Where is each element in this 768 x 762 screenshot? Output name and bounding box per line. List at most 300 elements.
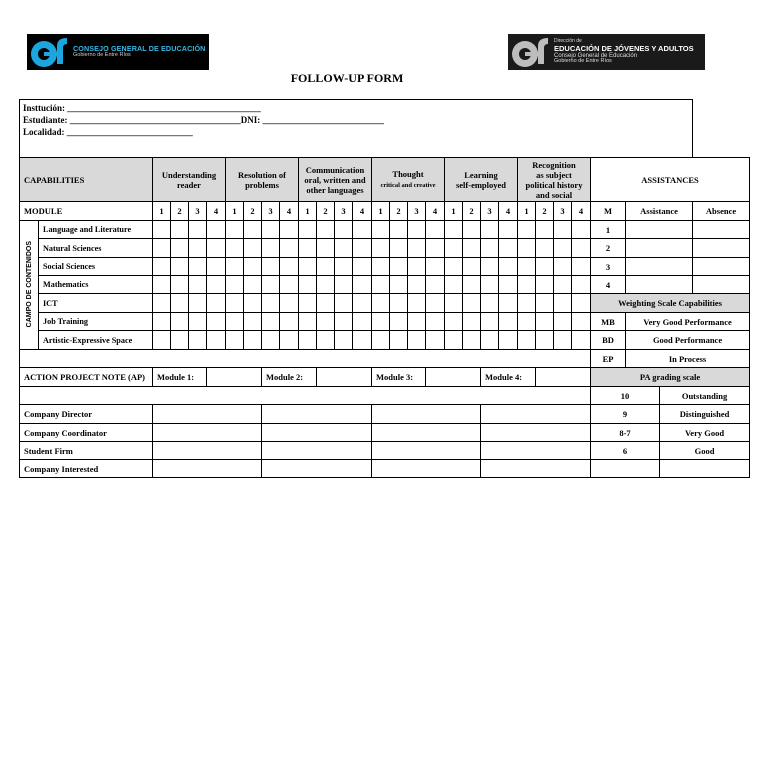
grade-cell[interactable] bbox=[353, 258, 372, 276]
assistances-header: ASSISTANCES bbox=[591, 158, 750, 202]
grade-cell[interactable] bbox=[153, 276, 171, 294]
grade-cell[interactable] bbox=[463, 258, 481, 276]
locality-field[interactable]: Localidad: ____________________________ bbox=[23, 127, 193, 137]
grade-cell[interactable] bbox=[153, 221, 171, 239]
campo-contenidos-label: CAMPO DE CONTENIDOS bbox=[20, 221, 39, 350]
grade-cell[interactable] bbox=[481, 276, 499, 294]
company-field[interactable] bbox=[153, 442, 262, 460]
institution-field[interactable]: Insttución: ___________________________________________ bbox=[23, 103, 261, 113]
company-field[interactable] bbox=[153, 460, 262, 478]
subject-row bbox=[20, 313, 750, 331]
grade-cell[interactable] bbox=[536, 276, 554, 294]
grade-cell[interactable] bbox=[280, 294, 299, 313]
company-field[interactable] bbox=[262, 424, 372, 442]
module-number: 2 bbox=[317, 202, 335, 221]
grade-cell[interactable] bbox=[335, 276, 353, 294]
grade-cell[interactable] bbox=[499, 331, 518, 350]
student-field[interactable]: Estudiante: ______________________________________ bbox=[23, 115, 241, 125]
company-field[interactable] bbox=[481, 442, 591, 460]
module-number: 2 bbox=[463, 202, 481, 221]
grade-cell[interactable] bbox=[171, 239, 189, 258]
module-number: 2 bbox=[390, 202, 408, 221]
module-number: 1 bbox=[153, 202, 171, 221]
grade-cell[interactable] bbox=[153, 331, 171, 350]
grade-cell[interactable] bbox=[207, 258, 226, 276]
grade-cell[interactable] bbox=[262, 239, 280, 258]
grade-cell[interactable] bbox=[207, 331, 226, 350]
student-firm-label: Student Firm bbox=[20, 442, 153, 460]
logo-educacion-jovenes-adultos bbox=[508, 34, 705, 70]
grade-cell[interactable] bbox=[372, 294, 390, 313]
grade-cell[interactable] bbox=[171, 221, 189, 239]
capability-resolution: Resolution of problems bbox=[226, 158, 299, 202]
page-title: FOLLOW-UP FORM bbox=[290, 71, 404, 85]
module-number: 2 bbox=[536, 202, 554, 221]
grade-cell[interactable] bbox=[299, 258, 317, 276]
grade-cell[interactable] bbox=[299, 276, 317, 294]
grade-cell[interactable] bbox=[518, 331, 536, 350]
grade-cell[interactable] bbox=[189, 258, 207, 276]
grade-cell[interactable] bbox=[372, 331, 390, 350]
grade-cell[interactable] bbox=[353, 294, 372, 313]
grade-cell[interactable] bbox=[408, 294, 426, 313]
weighting-code: BD bbox=[591, 331, 626, 350]
assistance-cell[interactable] bbox=[626, 221, 693, 239]
subject-natural-sciences: Natural Sciences bbox=[39, 239, 153, 258]
company-director-label: Company Director bbox=[20, 405, 153, 424]
grade-cell[interactable] bbox=[189, 276, 207, 294]
grade-cell[interactable] bbox=[317, 276, 335, 294]
action-project-row bbox=[20, 368, 750, 387]
module-2-label: Module 2: bbox=[262, 368, 317, 387]
logo-mark-icon bbox=[27, 34, 71, 70]
grade-cell[interactable] bbox=[408, 313, 426, 331]
weighting-scale-title: Weighting Scale Capabilities bbox=[591, 294, 750, 313]
grade-cell[interactable] bbox=[481, 221, 499, 239]
grade-cell[interactable] bbox=[226, 221, 244, 239]
grade-cell[interactable] bbox=[390, 221, 408, 239]
grade-cell[interactable] bbox=[463, 276, 481, 294]
grade-cell[interactable] bbox=[390, 313, 408, 331]
pa-row bbox=[20, 387, 750, 405]
subject-row bbox=[20, 258, 750, 276]
grade-cell[interactable] bbox=[372, 258, 390, 276]
grade-cell[interactable] bbox=[390, 258, 408, 276]
grade-cell[interactable] bbox=[390, 331, 408, 350]
grade-cell[interactable] bbox=[226, 258, 244, 276]
grade-cell[interactable] bbox=[554, 221, 572, 239]
grade-cell[interactable] bbox=[207, 313, 226, 331]
grade-cell[interactable] bbox=[499, 294, 518, 313]
grade-cell[interactable] bbox=[189, 331, 207, 350]
module-4-label: Module 4: bbox=[481, 368, 536, 387]
grade-cell[interactable] bbox=[554, 294, 572, 313]
grade-cell[interactable] bbox=[244, 276, 262, 294]
module-number: 1 bbox=[518, 202, 536, 221]
subject-row bbox=[20, 331, 750, 350]
grade-cell[interactable] bbox=[226, 276, 244, 294]
grade-cell[interactable] bbox=[189, 294, 207, 313]
grade-cell[interactable] bbox=[408, 276, 426, 294]
action-project-label: ACTION PROJECT NOTE (AP) bbox=[20, 368, 153, 387]
grade-cell[interactable] bbox=[189, 239, 207, 258]
grade-cell[interactable] bbox=[445, 221, 463, 239]
assistance-cell[interactable] bbox=[626, 239, 693, 258]
grade-cell[interactable] bbox=[153, 313, 171, 331]
grade-cell[interactable] bbox=[171, 331, 189, 350]
subject-artistic-expressive: Artistic-Expressive Space bbox=[39, 331, 153, 350]
grade-cell[interactable] bbox=[499, 313, 518, 331]
module-number: 3 bbox=[262, 202, 280, 221]
grade-cell[interactable] bbox=[353, 221, 372, 239]
logo-mark-icon bbox=[508, 34, 552, 70]
grade-cell[interactable] bbox=[463, 221, 481, 239]
grade-cell[interactable] bbox=[426, 239, 445, 258]
grade-cell[interactable] bbox=[481, 239, 499, 258]
grade-cell[interactable] bbox=[207, 221, 226, 239]
weighting-label: Good Performance bbox=[626, 331, 750, 350]
assist-m-header: M bbox=[591, 202, 626, 221]
follow-up-form-table bbox=[19, 99, 750, 478]
grade-cell[interactable] bbox=[445, 294, 463, 313]
grade-cell[interactable] bbox=[335, 258, 353, 276]
grade-cell[interactable] bbox=[153, 258, 171, 276]
absence-cell[interactable] bbox=[693, 221, 750, 239]
weighting-label: In Process bbox=[626, 350, 750, 368]
grade-cell[interactable] bbox=[317, 294, 335, 313]
grade-cell[interactable] bbox=[244, 239, 262, 258]
module-number: 3 bbox=[408, 202, 426, 221]
company-field[interactable] bbox=[372, 424, 481, 442]
grade-cell[interactable] bbox=[280, 276, 299, 294]
absence-cell[interactable] bbox=[693, 276, 750, 294]
grade-cell[interactable] bbox=[426, 294, 445, 313]
grade-cell[interactable] bbox=[244, 331, 262, 350]
module-number: 1 bbox=[445, 202, 463, 221]
module-number: 4 bbox=[280, 202, 299, 221]
grade-cell[interactable] bbox=[445, 276, 463, 294]
subject-ict: ICT bbox=[39, 294, 153, 313]
pa-label: Outstanding bbox=[660, 387, 750, 405]
grade-cell[interactable] bbox=[372, 221, 390, 239]
module-1-field[interactable] bbox=[207, 368, 262, 387]
pa-grade: 6 bbox=[591, 442, 660, 460]
logo-right-line2: EDUCACIÓN DE JÓVENES Y ADULTOS bbox=[554, 43, 694, 53]
capability-thought: Thought critical and creative bbox=[372, 158, 445, 202]
grade-cell[interactable] bbox=[463, 313, 481, 331]
module-label: MODULE bbox=[20, 202, 153, 221]
grade-cell[interactable] bbox=[262, 313, 280, 331]
grade-cell[interactable] bbox=[536, 313, 554, 331]
subject-mathematics: Mathematics bbox=[39, 276, 153, 294]
module-3-field[interactable] bbox=[426, 368, 481, 387]
grade-cell[interactable] bbox=[554, 331, 572, 350]
grade-cell[interactable] bbox=[372, 239, 390, 258]
subject-row bbox=[20, 276, 750, 294]
capability-understanding: Understanding reader bbox=[153, 158, 226, 202]
grade-cell[interactable] bbox=[572, 331, 591, 350]
grade-cell[interactable] bbox=[426, 276, 445, 294]
grade-cell[interactable] bbox=[280, 221, 299, 239]
grade-cell[interactable] bbox=[171, 294, 189, 313]
subject-job-training: Job Training bbox=[39, 313, 153, 331]
module-number: 4 bbox=[426, 202, 445, 221]
module-number: 3 bbox=[481, 202, 499, 221]
grade-cell[interactable] bbox=[518, 258, 536, 276]
grade-cell[interactable] bbox=[518, 239, 536, 258]
grade-cell[interactable] bbox=[554, 276, 572, 294]
grade-cell[interactable] bbox=[299, 331, 317, 350]
pa-label: Distinguished bbox=[660, 405, 750, 424]
company-row bbox=[20, 442, 750, 460]
grade-cell[interactable] bbox=[445, 258, 463, 276]
weighting-code: MB bbox=[591, 313, 626, 331]
grade-cell[interactable] bbox=[317, 239, 335, 258]
grade-cell[interactable] bbox=[189, 313, 207, 331]
grade-cell[interactable] bbox=[244, 221, 262, 239]
grade-cell[interactable] bbox=[536, 258, 554, 276]
pa-label: Very Good bbox=[660, 424, 750, 442]
grade-cell[interactable] bbox=[207, 294, 226, 313]
company-field[interactable] bbox=[372, 460, 481, 478]
grade-cell[interactable] bbox=[171, 258, 189, 276]
grade-cell[interactable] bbox=[335, 239, 353, 258]
grade-cell[interactable] bbox=[226, 313, 244, 331]
company-field[interactable] bbox=[262, 442, 372, 460]
grade-cell[interactable] bbox=[244, 313, 262, 331]
pa-blank bbox=[591, 460, 660, 478]
grade-cell[interactable] bbox=[499, 276, 518, 294]
company-coordinator-label: Company Coordinator bbox=[20, 424, 153, 442]
grade-cell[interactable] bbox=[554, 239, 572, 258]
grade-cell[interactable] bbox=[426, 258, 445, 276]
company-field[interactable] bbox=[262, 460, 372, 478]
company-field[interactable] bbox=[153, 405, 262, 424]
grade-cell[interactable] bbox=[280, 331, 299, 350]
module-number: 4 bbox=[207, 202, 226, 221]
capability-recognition: Recognition as subject political history and social bbox=[518, 158, 591, 202]
grade-cell[interactable] bbox=[153, 294, 171, 313]
grade-cell[interactable] bbox=[262, 331, 280, 350]
company-field[interactable] bbox=[481, 424, 591, 442]
grade-cell[interactable] bbox=[408, 331, 426, 350]
assistance-cell[interactable] bbox=[626, 276, 693, 294]
module-number: 3 bbox=[335, 202, 353, 221]
grade-cell[interactable] bbox=[280, 258, 299, 276]
company-field[interactable] bbox=[262, 405, 372, 424]
grade-cell[interactable] bbox=[353, 331, 372, 350]
module-number: 3 bbox=[554, 202, 572, 221]
weighting-label: Very Good Performance bbox=[626, 313, 750, 331]
module-4-field[interactable] bbox=[536, 368, 591, 387]
company-field[interactable] bbox=[372, 442, 481, 460]
capability-learning: Learning self-employed bbox=[445, 158, 518, 202]
grade-cell[interactable] bbox=[372, 313, 390, 331]
student-info-block bbox=[20, 100, 693, 158]
module-3-label: Module 3: bbox=[372, 368, 426, 387]
assistance-cell[interactable] bbox=[626, 258, 693, 276]
grade-cell[interactable] bbox=[463, 294, 481, 313]
grade-cell[interactable] bbox=[445, 239, 463, 258]
assist-assistance-header: Assistance bbox=[626, 202, 693, 221]
company-field[interactable] bbox=[372, 405, 481, 424]
pa-grade: 8-7 bbox=[591, 424, 660, 442]
grade-cell[interactable] bbox=[299, 294, 317, 313]
subject-social-sciences: Social Sciences bbox=[39, 258, 153, 276]
grade-cell[interactable] bbox=[408, 221, 426, 239]
grade-cell[interactable] bbox=[463, 331, 481, 350]
grade-cell[interactable] bbox=[299, 313, 317, 331]
grade-cell[interactable] bbox=[280, 313, 299, 331]
grade-cell[interactable] bbox=[353, 239, 372, 258]
grade-cell[interactable] bbox=[353, 276, 372, 294]
grade-cell[interactable] bbox=[317, 221, 335, 239]
module-2-field[interactable] bbox=[317, 368, 372, 387]
grade-cell[interactable] bbox=[226, 239, 244, 258]
module-number: 1 bbox=[372, 202, 390, 221]
grade-cell[interactable] bbox=[554, 258, 572, 276]
grade-cell[interactable] bbox=[445, 313, 463, 331]
grade-cell[interactable] bbox=[426, 313, 445, 331]
grade-cell[interactable] bbox=[572, 258, 591, 276]
company-field[interactable] bbox=[481, 460, 591, 478]
logo-left-line1: CONSEJO GENERAL DE EDUCACIÓN bbox=[73, 44, 206, 54]
grade-cell[interactable] bbox=[171, 276, 189, 294]
grade-cell[interactable] bbox=[572, 239, 591, 258]
logo-left-line2: Gobierno de Entre Ríos bbox=[73, 51, 131, 58]
logo-right-line3: Consejo General de Educación bbox=[554, 52, 638, 59]
pa-grading-title: PA grading scale bbox=[591, 368, 750, 387]
grade-cell[interactable] bbox=[171, 313, 189, 331]
grade-cell[interactable] bbox=[518, 276, 536, 294]
assist-module-number: 3 bbox=[591, 258, 626, 276]
grade-cell[interactable] bbox=[262, 294, 280, 313]
module-number: 4 bbox=[572, 202, 591, 221]
assist-module-number: 2 bbox=[591, 239, 626, 258]
grade-cell[interactable] bbox=[226, 331, 244, 350]
subject-language: Language and Literature bbox=[39, 221, 153, 239]
grade-cell[interactable] bbox=[335, 221, 353, 239]
grade-cell[interactable] bbox=[244, 258, 262, 276]
module-number: 2 bbox=[244, 202, 262, 221]
company-row bbox=[20, 424, 750, 442]
capabilities-header: CAPABILITIES bbox=[20, 158, 153, 202]
grade-cell[interactable] bbox=[153, 239, 171, 258]
grade-cell[interactable] bbox=[518, 313, 536, 331]
grade-cell[interactable] bbox=[335, 331, 353, 350]
absence-cell[interactable] bbox=[693, 258, 750, 276]
grade-cell[interactable] bbox=[536, 331, 554, 350]
grade-cell[interactable] bbox=[390, 276, 408, 294]
subject-row bbox=[20, 294, 750, 313]
grade-cell[interactable] bbox=[408, 239, 426, 258]
logo-right-line4: Gobierno de Entre Ríos bbox=[554, 57, 612, 64]
grade-cell[interactable] bbox=[317, 331, 335, 350]
grade-cell[interactable] bbox=[262, 276, 280, 294]
logo-right-line1: Dirección de bbox=[554, 38, 582, 45]
module-number: 3 bbox=[189, 202, 207, 221]
grade-cell[interactable] bbox=[189, 221, 207, 239]
grade-cell[interactable] bbox=[536, 294, 554, 313]
grade-cell[interactable] bbox=[244, 294, 262, 313]
grade-cell[interactable] bbox=[518, 221, 536, 239]
grade-cell[interactable] bbox=[572, 294, 591, 313]
module-row bbox=[20, 202, 750, 221]
module-number: 1 bbox=[299, 202, 317, 221]
grade-cell[interactable] bbox=[536, 221, 554, 239]
grade-cell[interactable] bbox=[499, 221, 518, 239]
grade-cell[interactable] bbox=[499, 239, 518, 258]
company-field[interactable] bbox=[153, 424, 262, 442]
pa-label: Good bbox=[660, 442, 750, 460]
grade-cell[interactable] bbox=[390, 294, 408, 313]
dni-field[interactable]: DNI: ___________________________ bbox=[240, 115, 385, 125]
grade-cell[interactable] bbox=[426, 221, 445, 239]
grade-cell[interactable] bbox=[317, 313, 335, 331]
grade-cell[interactable] bbox=[463, 239, 481, 258]
module-number: 1 bbox=[226, 202, 244, 221]
grade-cell[interactable] bbox=[408, 258, 426, 276]
weighting-code: EP bbox=[591, 350, 626, 368]
assist-module-number: 1 bbox=[591, 221, 626, 239]
blank-cell bbox=[20, 350, 591, 368]
grade-cell[interactable] bbox=[572, 221, 591, 239]
grade-cell[interactable] bbox=[372, 276, 390, 294]
grade-cell[interactable] bbox=[262, 258, 280, 276]
company-row bbox=[20, 405, 750, 424]
grade-cell[interactable] bbox=[299, 221, 317, 239]
grade-cell[interactable] bbox=[572, 276, 591, 294]
grade-cell[interactable] bbox=[207, 276, 226, 294]
grade-cell[interactable] bbox=[445, 331, 463, 350]
grade-cell[interactable] bbox=[226, 294, 244, 313]
pa-blank bbox=[660, 460, 750, 478]
grade-cell[interactable] bbox=[299, 239, 317, 258]
module-number: 4 bbox=[353, 202, 372, 221]
grade-cell[interactable] bbox=[335, 313, 353, 331]
assist-absence-header: Absence bbox=[693, 202, 750, 221]
module-1-label: Module 1: bbox=[153, 368, 207, 387]
grade-cell[interactable] bbox=[518, 294, 536, 313]
grade-cell[interactable] bbox=[426, 331, 445, 350]
company-row bbox=[20, 460, 750, 478]
grade-cell[interactable] bbox=[280, 239, 299, 258]
spacer-row bbox=[20, 350, 750, 368]
grade-cell[interactable] bbox=[335, 294, 353, 313]
grade-cell[interactable] bbox=[499, 258, 518, 276]
capability-communication: Communication oral, written and other languages bbox=[299, 158, 372, 202]
grade-cell[interactable] bbox=[390, 239, 408, 258]
company-field[interactable] bbox=[481, 405, 591, 424]
grade-cell[interactable] bbox=[481, 294, 499, 313]
pa-grade: 10 bbox=[591, 387, 660, 405]
grade-cell[interactable] bbox=[554, 313, 572, 331]
grade-cell[interactable] bbox=[262, 221, 280, 239]
grade-cell[interactable] bbox=[481, 313, 499, 331]
company-interested-label: Company Interested bbox=[20, 460, 153, 478]
absence-cell[interactable] bbox=[693, 239, 750, 258]
module-number: 4 bbox=[499, 202, 518, 221]
grade-cell[interactable] bbox=[353, 313, 372, 331]
pa-grade: 9 bbox=[591, 405, 660, 424]
grade-cell[interactable] bbox=[536, 239, 554, 258]
grade-cell[interactable] bbox=[317, 258, 335, 276]
grade-cell[interactable] bbox=[572, 313, 591, 331]
logo-consejo-general bbox=[27, 34, 209, 70]
grade-cell[interactable] bbox=[207, 239, 226, 258]
grade-cell[interactable] bbox=[481, 258, 499, 276]
grade-cell[interactable] bbox=[481, 331, 499, 350]
